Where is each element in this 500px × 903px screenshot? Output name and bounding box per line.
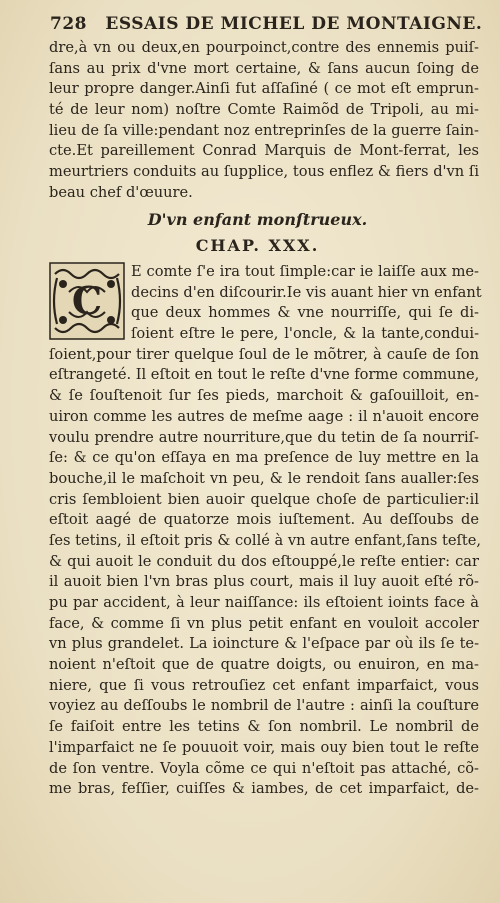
text-line: ſe: & ce qu'on eſſaya en ma preſence de luy mettre en la xyxy=(49,449,479,467)
text-line: voyiez au deſſoubs le nombril de l'autre : ainſi la couſture xyxy=(49,697,479,715)
text-line: l'imparfaict ne ſe pouuoit voir, mais ouy bien tout le reſte xyxy=(49,738,479,756)
text-line: de ſon ventre. Voyla cõme ce qui n'eſtoit pas attaché, cõ- xyxy=(49,759,479,777)
text-line: eſtrangeté. Il eſtoit en tout le reſte d'vne forme commune, xyxy=(49,366,480,384)
running-title: ESSAIS DE MICHEL DE MONTAIGNE. xyxy=(105,14,483,34)
text-line: té de leur nom) noſtre Comte Raimõd de Tripoli, au mi- xyxy=(49,101,479,119)
text-line: bouche,il le maſchoit vn peu, & le rendoit ſans aualler:ſes xyxy=(49,469,479,487)
text-line: & ſe ſouſtenoit ſur ſes pieds, marchoit & gaſouilloit, en- xyxy=(49,387,479,405)
text-line: niere, que ſi vous retrouſiez cet enfant imparfaict, vous xyxy=(49,676,479,694)
text-line: face, & comme ſi vn plus petit enfant en vouloit accoler xyxy=(49,614,479,632)
text-line: cte.Et pareillement Conrad Marquis de Mont-ferrat, les xyxy=(49,142,479,160)
text-line: E comte ſ'e ira tout ſimple:car ie laiſſe aux me- xyxy=(131,263,479,280)
chapter-title: D'vn enfant monſtrueux. xyxy=(147,210,368,229)
text-line: meurtriers conduits au ſupplice, tous enflez & fiers d'vn ſi xyxy=(49,163,479,181)
text-line: eſtoit aagé de quatorze mois iuſtement. Au deſſoubs de xyxy=(49,511,479,529)
chapter-body xyxy=(49,262,482,800)
chapter-number: CHAP. XXX. xyxy=(195,236,320,255)
text-line: que deux hommes & vne nourriſſe, qui ſe di- xyxy=(131,304,479,322)
initial-letter: C xyxy=(71,278,103,323)
text-line: cris ſembloient bien auoir quelque choſe de particulier:il xyxy=(49,490,479,508)
text-line: beau chef d'œuure. xyxy=(49,183,193,201)
top-paragraph xyxy=(49,38,479,204)
text-line: voulu prendre autre nourriture,que du tetin de ſa nourriſ- xyxy=(49,428,479,446)
text-line: il auoit bien l'vn bras plus court, mais il luy auoit eſté rõ- xyxy=(49,573,479,591)
text-line: uiron comme les autres de meſme aage : il n'auoit encore xyxy=(49,407,479,425)
text-line: ſans au prix d'vne mort certaine, & ſans aucun ſoing de xyxy=(49,59,479,77)
text-line: decins d'en diſcourir.Ie vis auant hier vn enfant xyxy=(131,283,482,301)
text-line: ſe faiſoit entre les tetins & ſon nombril. Le nombril de xyxy=(49,718,479,736)
text-line: ſoient eſtre le pere, l'oncle, & la tante,condui- xyxy=(131,325,479,343)
text-line: leur propre danger.Ainſi fut aſſaſiné ( ce mot eſt emprun- xyxy=(49,80,479,98)
page-number: 728 xyxy=(50,14,87,34)
text-line: vn plus grandelet. La ioincture & l'eſpace par où ils ſe te- xyxy=(49,635,479,653)
text-line: lieu de ſa ville:pendant noz entreprinſes de la guerre ſain- xyxy=(49,121,479,139)
text-line: me bras, feſſier, cuiſſes & iambes, de cet imparfaict, de- xyxy=(49,780,479,798)
text-line: & qui auoit le conduit du dos eſtouppé,le reſte entier: car xyxy=(49,552,479,570)
text-line: pu par accident, à leur naiſſance: ils eſtoient ioints face à xyxy=(49,594,479,611)
text-line: ſes tetins, il eſtoit pris & collé à vn autre enfant,ſans teſte, xyxy=(49,531,482,549)
text-line: dre,à vn ou deux,en pourpoinct,contre des ennemis puiſ- xyxy=(49,39,479,56)
text-line: ſoient,pour tirer quelque ſoul de le mõtrer, à cauſe de ſon xyxy=(49,345,479,363)
text-line: noient n'eſtoit que de quatre doigts, ou enuiron, en ma- xyxy=(49,656,479,674)
running-header xyxy=(50,14,490,34)
